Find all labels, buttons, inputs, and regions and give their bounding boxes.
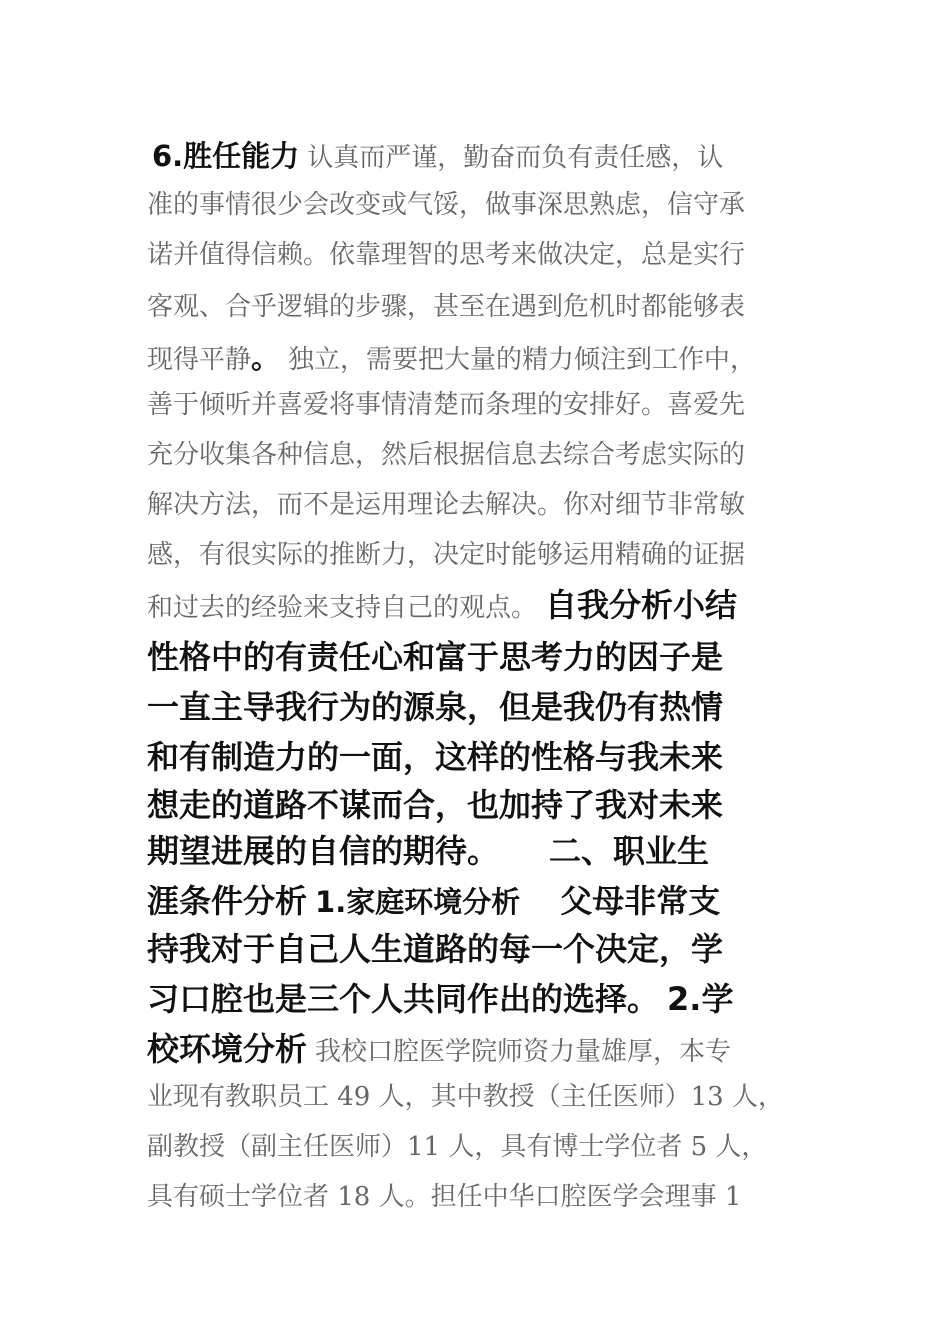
text-line-5 <box>147 336 756 377</box>
text-line-11: 性格中的有责任心和富于思考力的因子是 <box>147 638 724 676</box>
section-heading: 校环境分析 <box>147 1030 308 1068</box>
text-line-14: 想走的道路不谋而合，也加持了我对未来 <box>147 786 724 824</box>
body-text: 现得平静 <box>147 345 252 375</box>
text-line-20: 业现有教职员工 49 人，其中教授（主任医师）13 人， <box>147 1082 784 1112</box>
text-line-2: 准的事情很少会改变或气馁，做事深思熟虑，信守承 <box>147 190 746 220</box>
section-heading: 二、职业生 <box>549 832 710 870</box>
body-text: 我校口腔医学院师资力量雄厚，本专 <box>315 1037 732 1067</box>
text-line-9: 感，有很实际的推断力，决定时能够运用精确的证据 <box>147 540 746 570</box>
bold-text: 期望进展的自信的期待。 <box>147 832 500 870</box>
section-heading: 6.胜任能力 <box>152 139 300 173</box>
text-line-22: 具有硕士学位者 18 人。担任中华口腔医学会理事 1 <box>147 1182 742 1212</box>
text-line-19 <box>147 1024 731 1070</box>
bold-punctuation: 。 <box>251 341 281 375</box>
text-line-17: 持我对于自己人生道路的每一个决定，学 <box>147 930 724 968</box>
bold-text: 习口腔也是三个人共同作出的选择。 <box>147 980 660 1018</box>
text-line-13: 和有制造力的一面，这样的性格与我未来 <box>147 738 724 776</box>
bold-text: 父母非常支 <box>560 882 721 920</box>
text-line-12: 一直主导我行为的源泉，但是我仍有热情 <box>147 688 724 726</box>
text-line-1 <box>152 134 723 175</box>
subsection-heading: 1.家庭环境分析 <box>315 885 521 919</box>
text-line-8: 解决方法，而不是运用理论去解决。你对细节非常敏 <box>147 490 746 520</box>
subsection-heading: 2.学 <box>667 980 734 1018</box>
text-line-10 <box>147 580 737 626</box>
body-text: 独立，需要把大量的精力倾注到工作中， <box>288 345 757 375</box>
section-heading: 涯条件分析 <box>147 882 308 920</box>
text-line-15 <box>147 826 709 872</box>
text-line-16 <box>147 876 720 922</box>
body-text: 认真而严谨，勤奋而负有责任感，认 <box>307 143 724 173</box>
text-line-7: 充分收集各种信息，然后根据信息去综合考虑实际的 <box>147 440 746 470</box>
text-line-3: 诺并值得信赖。依靠理智的思考来做决定，总是实行 <box>147 240 746 270</box>
body-text: 和过去的经验来支持自己的观点。 <box>147 593 538 623</box>
text-line-6: 善于倾听并喜爱将事情清楚而条理的安排好。喜爱先 <box>147 390 746 420</box>
text-line-4: 客观、合乎逻辑的步骤，甚至在遇到危机时都能够表 <box>147 292 746 322</box>
section-heading: 自我分析小结 <box>545 586 738 624</box>
text-line-18 <box>147 974 733 1020</box>
text-line-21: 副教授（副主任医师）11 人，具有博士学位者 5 人， <box>147 1132 768 1162</box>
